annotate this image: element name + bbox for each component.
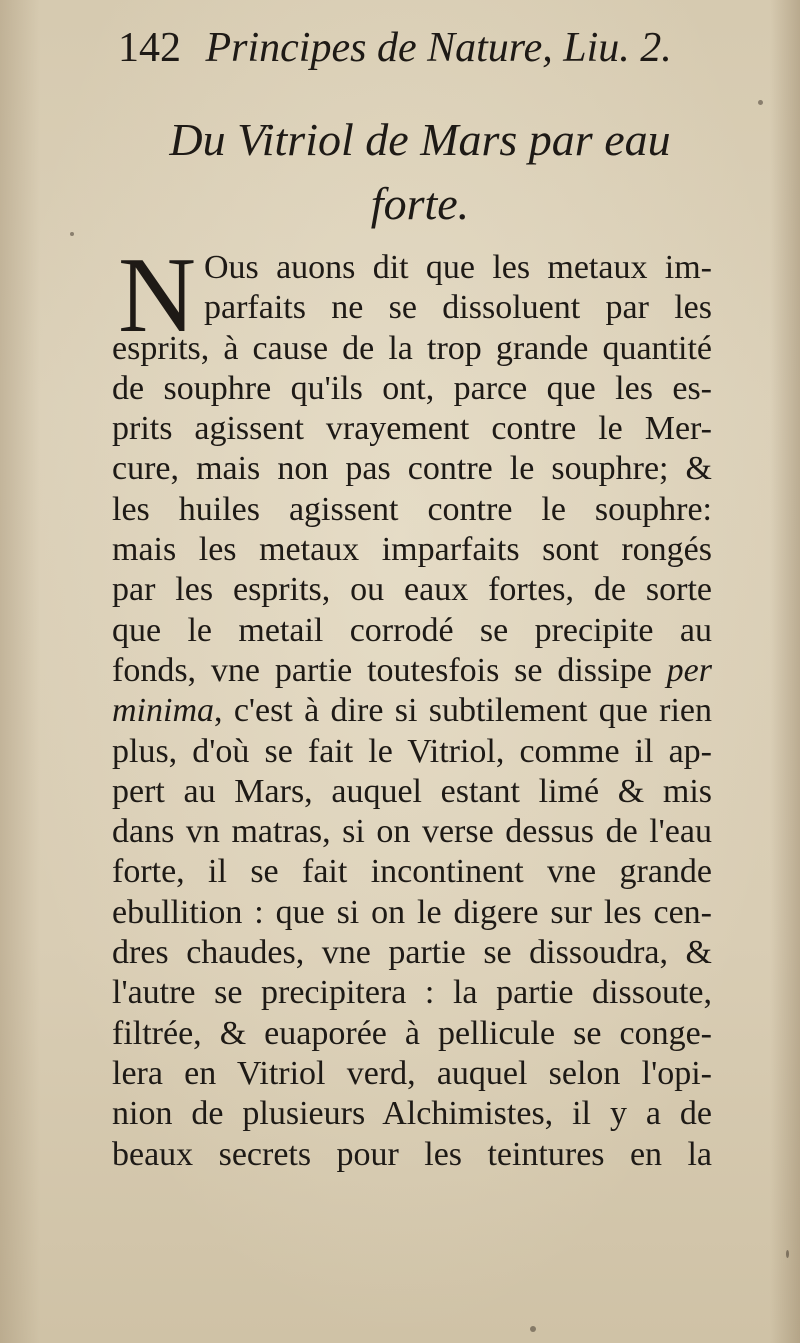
chapter-title [120, 108, 720, 236]
page-number: 142 [118, 25, 181, 71]
italic-fragment: per [666, 651, 712, 689]
text-line: nion de plusieurs Alchimistes, il y a de [112, 1095, 712, 1133]
text-fragment: fonds, vne partie toutesfois se dissipe [112, 651, 652, 689]
text-line: plus, d'où se fait le Vitriol, comme il ap- [112, 732, 712, 770]
chapter-title-line-2: forte. [370, 178, 470, 229]
body-text [112, 236, 712, 1175]
text-line: pert au Mars, auquel estant limé & mis [112, 772, 712, 810]
running-head-title: Principes de Nature, Liu. 2. [205, 25, 672, 71]
text-line: esprits, à cause de la trop grande quantité [112, 329, 712, 367]
italic-fragment: minima [112, 692, 214, 730]
text-line: filtrée, & euaporée à pellicule se conge- [112, 1014, 712, 1052]
text-line: l'autre se precipitera : la partie dissoute, [112, 974, 712, 1012]
text-fragment: , c'est à dire si subtilement que rien [214, 692, 712, 730]
paper-speck [786, 1250, 789, 1258]
text-line: par les esprits, ou eaux fortes, de sorte [112, 571, 712, 609]
chapter-title-line-1: Du Vitriol de Mars par eau [169, 114, 671, 165]
paper-speck [758, 100, 763, 105]
text-line: dans vn matras, si on verse dessus de l'eau [112, 813, 712, 851]
text-line-with-italic [112, 691, 712, 731]
text-line: forte, il se fait incontinent vne grande [112, 853, 712, 891]
text-line: de souphre qu'ils ont, parce que les es- [112, 369, 712, 407]
text-line: mais les metaux imparfaits sont rongés [112, 531, 712, 569]
text-line: beaux secrets pour les teintures en la [112, 1135, 712, 1173]
text-line: prits agissent vrayement contre le Mer- [112, 410, 712, 448]
page-left-shadow [0, 0, 40, 1343]
drop-cap: N [118, 236, 196, 355]
text-line: que le metail corrodé se precipite au [112, 611, 712, 649]
text-line: les huiles agissent contre le souphre: [112, 490, 712, 528]
text-line: parfaits ne se dissoluent par les [204, 289, 712, 327]
text-line: cure, mais non pas contre le souphre; & [112, 450, 712, 488]
running-head [118, 18, 678, 78]
text-line: lera en Vitriol verd, auquel selon l'opi- [112, 1054, 712, 1092]
text-line: dres chaudes, vne partie se dissoudra, & [112, 934, 712, 972]
page-right-shadow [770, 0, 800, 1343]
paper-speck [530, 1326, 536, 1332]
text-line-with-italic [112, 651, 712, 691]
paper-speck [70, 232, 74, 236]
text-line: Ous auons dit que les metaux im- [204, 249, 712, 286]
text-line: ebullition : que si on le digere sur les cen- [112, 893, 712, 931]
